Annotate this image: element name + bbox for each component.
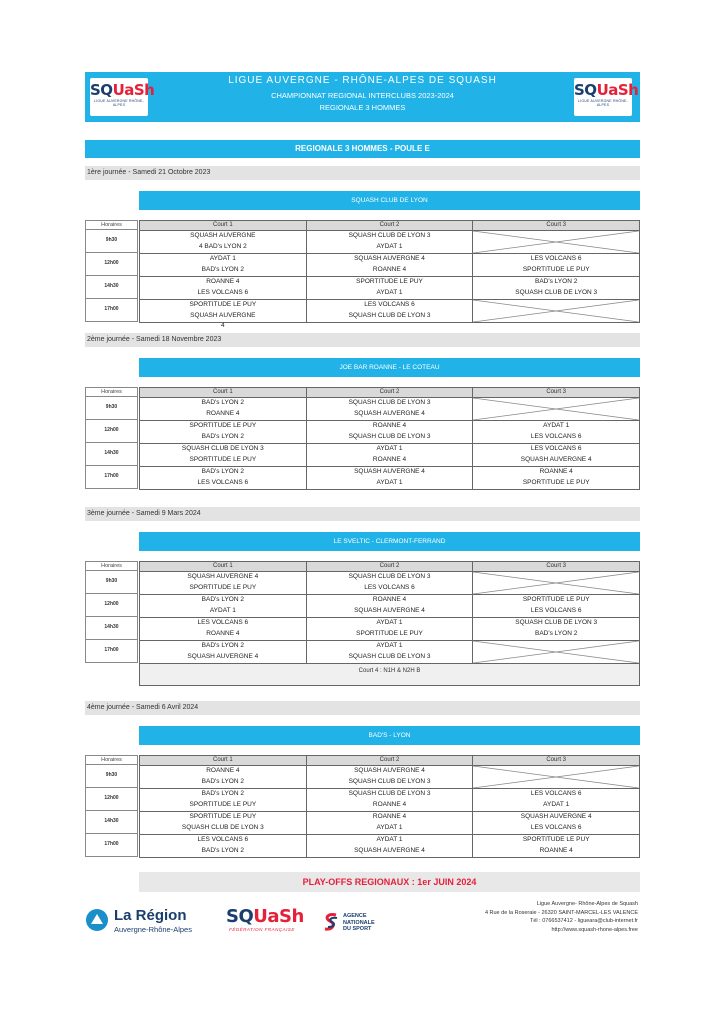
ans-logo: AGENCE NATIONALE DU SPORT (322, 912, 402, 936)
team-name: SQUASH CLUB DE LYON 3 (348, 573, 431, 580)
team-name: SQUASH CLUB DE LYON 3 (348, 790, 431, 797)
team-name: SPORTITUDE LE PUY (522, 836, 590, 843)
team-name: SQUASH CLUB DE LYON 3 (348, 399, 431, 406)
team-name: LES VOLCANS 6 (197, 288, 249, 296)
team-name: BAD's LYON 2 (201, 399, 244, 406)
region-icon (86, 909, 108, 931)
day-title: 1ère journée - Samedi 21 Octobre 2023 (85, 166, 640, 180)
venue-banner: SQUASH CLUB DE LYON (139, 191, 640, 210)
court-2-header: Court 2 (307, 562, 474, 571)
team-name: LES VOLCANS 6 (530, 823, 582, 831)
team-name: SQUASH CLUB DE LYON 3 (348, 311, 431, 319)
match-row (140, 253, 639, 276)
match-row (140, 640, 639, 663)
empty-court-cell (473, 398, 639, 420)
time-slot: 12h00 (85, 253, 138, 276)
team-name: BAD's LYON 2 (201, 846, 244, 854)
team-name: BAD's LYON 2 (201, 265, 244, 273)
time-slot: 12h00 (85, 788, 138, 811)
match-cell (140, 812, 307, 834)
team-name: SPORTITUDE LE PUY (522, 478, 590, 486)
match-row (140, 594, 639, 617)
region-logo: La Région Auvergne-Rhône-Alpes (86, 907, 206, 937)
courts-grid (139, 387, 640, 490)
team-name: BAD's LYON 2 (201, 596, 244, 603)
court-1-header: Court 1 (140, 562, 307, 571)
day-title: 4ème journée - Samedi 6 Avril 2024 (85, 701, 640, 715)
team-name: SQUASH CLUB DE LYON 3 (348, 652, 431, 660)
team-name: LES VOLCANS 6 (197, 478, 249, 486)
team-name: ROANNE 4 (372, 813, 407, 820)
court-note: Court 4 : N1H & N2H B (140, 663, 639, 685)
team-name: SPORTITUDE LE PUY (356, 629, 423, 637)
team-name: AYDAT 1 (543, 422, 570, 429)
match-cell (140, 254, 307, 276)
team-name: AYDAT 1 (209, 606, 236, 614)
ff-squash-logo: SQUaSh FÉDÉRATION FRANÇAISE (226, 906, 304, 932)
match-cell (307, 766, 474, 788)
match-cell (473, 789, 639, 811)
time-slot: 17h00 (85, 640, 138, 663)
team-name: SQUASH CLUB DE LYON 3 (181, 445, 264, 452)
team-name: AYDAT 1 (376, 619, 403, 626)
squash-league-logo-left: SQUaSh LIGUE AUVERGNE RHÔNE-ALPES (90, 78, 148, 116)
playoffs-banner: PLAY-OFFS REGIONAUX : 1er JUIN 2024 (139, 872, 640, 892)
team-name: ROANNE 4 (539, 846, 573, 854)
day-title: 3ème journée - Samedi 9 Mars 2024 (85, 507, 640, 521)
court-1-header: Court 1 (140, 388, 307, 397)
match-cell (307, 398, 474, 420)
contact-block (438, 900, 638, 934)
team-name: BAD's LYON 2 (201, 432, 244, 440)
match-row (140, 420, 639, 443)
team-name: ROANNE 4 (372, 455, 407, 463)
contact-line: Ligue Auvergne- Rhône-Alpes de Squash (536, 901, 638, 907)
match-cell (307, 467, 474, 489)
match-cell (307, 835, 474, 857)
day-title: 2ème journée - Samedi 18 Novembre 2023 (85, 333, 640, 347)
venue-banner: JOE BAR ROANNE - LE COTEAU (139, 358, 640, 377)
team-name: ROANNE 4 (206, 278, 240, 285)
team-name: ROANNE 4 (372, 265, 407, 273)
time-column (85, 755, 138, 857)
team-name: BAD's LYON 2 (535, 629, 578, 637)
team-name: BAD's LYON 2 (201, 790, 244, 797)
team-name: ROANNE 4 (206, 767, 240, 774)
team-name: SPORTITUDE LE PUY (189, 800, 257, 808)
team-name: AYDAT 1 (376, 823, 403, 831)
time-slot: 9h30 (85, 765, 138, 788)
empty-court-cell (473, 231, 639, 253)
team-name: LES VOLCANS 6 (197, 836, 249, 843)
time-slot: 17h00 (85, 299, 138, 322)
court-2-header: Court 2 (307, 388, 474, 397)
team-name: ROANNE 4 (206, 409, 240, 417)
team-name: SQUASH AUVERGNE 4 (520, 455, 592, 463)
championship-title: CHAMPIONNAT REGIONAL INTERCLUBS 2023-2024 (271, 91, 454, 100)
team-name: LES VOLCANS 6 (530, 790, 582, 797)
match-cell (307, 254, 474, 276)
courts-header (140, 755, 639, 765)
team-name: SPORTITUDE LE PUY (189, 583, 257, 591)
match-cell (307, 444, 474, 466)
match-row (140, 834, 639, 857)
team-name: 4 (221, 322, 225, 329)
team-name: AYDAT 1 (376, 445, 403, 452)
team-name: ROANNE 4 (372, 422, 407, 429)
court-2-header: Court 2 (307, 756, 474, 765)
match-cell (140, 595, 307, 617)
team-name: SPORTITUDE LE PUY (356, 278, 423, 285)
match-cell (140, 444, 307, 466)
courts-header (140, 220, 639, 230)
match-cell (307, 789, 474, 811)
match-cell (473, 444, 639, 466)
team-name: ROANNE 4 (372, 800, 407, 808)
match-cell (140, 835, 307, 857)
team-name: SPORTITUDE LE PUY (189, 422, 257, 429)
team-name: SQUASH CLUB DE LYON 3 (515, 619, 598, 626)
court-1-header: Court 1 (140, 756, 307, 765)
match-cell (140, 618, 307, 640)
match-cell (307, 812, 474, 834)
team-name: SQUASH AUVERGNE 4 (354, 468, 425, 475)
match-cell (473, 618, 639, 640)
team-name: AYDAT 1 (376, 836, 403, 843)
contact-line: Tél : 0766537412 - ligueara@club-internet.fr (529, 918, 638, 924)
match-cell (307, 618, 474, 640)
team-name: AYDAT 1 (376, 288, 403, 296)
courts-grid (139, 561, 640, 686)
team-name: LES VOLCANS 6 (530, 606, 582, 614)
team-name: ROANNE 4 (206, 629, 240, 637)
team-name: LES VOLCANS 6 (530, 445, 582, 452)
courts-header (140, 387, 639, 397)
match-cell (140, 421, 307, 443)
match-row (140, 299, 639, 329)
court-3-header: Court 3 (546, 389, 567, 395)
time-slot: 12h00 (85, 420, 138, 443)
match-cell (307, 300, 474, 322)
team-name: AYDAT 1 (376, 642, 403, 649)
league-title: LIGUE AUVERGNE - RHÔNE-ALPES DE SQUASH (228, 75, 497, 86)
match-cell (473, 421, 639, 443)
horaires-header: Horaires (85, 387, 138, 397)
team-name: SQUASH AUVERGNE 4 (187, 573, 259, 580)
team-name: SQUASH AUVERGNE 4 (354, 255, 425, 262)
team-name: ROANNE 4 (372, 596, 407, 603)
match-cell (307, 595, 474, 617)
court-2-header: Court 2 (307, 221, 474, 230)
match-row (140, 788, 639, 811)
match-cell (140, 766, 307, 788)
team-name: SPORTITUDE LE PUY (522, 265, 590, 273)
team-name: LES VOLCANS 6 (530, 432, 582, 440)
match-cell (140, 300, 307, 329)
courts-grid (139, 755, 640, 858)
time-slot: 14h30 (85, 617, 138, 640)
match-cell (473, 254, 639, 276)
match-cell (140, 277, 307, 299)
match-row (140, 811, 639, 834)
match-cell (307, 277, 474, 299)
team-name: SQUASH CLUB DE LYON 3 (348, 432, 431, 440)
team-name: SPORTITUDE LE PUY (522, 596, 590, 603)
match-row (140, 443, 639, 466)
match-row (140, 397, 639, 420)
time-slot: 12h00 (85, 594, 138, 617)
team-name: SQUASH CLUB DE LYON 3 (348, 232, 431, 239)
match-cell (140, 231, 307, 253)
team-name: AYDAT 1 (376, 242, 403, 250)
court-1-header: Court 1 (140, 221, 307, 230)
contact-link[interactable]: http://www.squash-rhone-alpes.free (551, 926, 638, 933)
time-slot: 17h00 (85, 466, 138, 489)
match-cell (473, 277, 639, 299)
court-3-header: Court 3 (546, 222, 567, 228)
team-name: SQUASH CLUB DE LYON 3 (181, 823, 264, 831)
squash-league-logo-right: SQUaSh LIGUE AUVERGNE RHÔNE-ALPES (574, 78, 632, 116)
match-cell (473, 812, 639, 834)
time-slot: 9h30 (85, 397, 138, 420)
team-name: SQUASH AUVERGNE 4 (520, 813, 592, 820)
time-column (85, 387, 138, 489)
match-cell (307, 572, 474, 594)
match-cell (140, 467, 307, 489)
time-slot: 17h00 (85, 834, 138, 857)
contact-line: 4 Rue de la Roseraie - 26320 SAINT-MARCEL-LES VALENCE (484, 909, 638, 916)
empty-court-cell (473, 766, 639, 788)
match-cell (307, 421, 474, 443)
empty-court-cell (473, 641, 639, 663)
team-name: LES VOLCANS 6 (364, 301, 415, 308)
team-name: AYDAT 1 (209, 255, 236, 262)
team-name: 4 BAD's LYON 2 (198, 242, 247, 250)
team-name: LES VOLCANS 6 (364, 583, 415, 591)
header-banner (85, 72, 640, 122)
match-row (140, 765, 639, 788)
match-cell (140, 789, 307, 811)
empty-court-cell (473, 300, 639, 322)
team-name: AYDAT 1 (376, 478, 403, 486)
team-name: SQUASH AUVERGNE 4 (354, 409, 425, 417)
empty-court-cell (473, 572, 639, 594)
team-name: SQUASH AUVERGNE 4 (354, 767, 425, 774)
team-name: SQUASH AUVERGNE 4 (354, 606, 425, 614)
match-row (140, 276, 639, 299)
match-row (140, 230, 639, 253)
match-row (140, 571, 639, 594)
courts-header (140, 561, 639, 571)
match-row (140, 617, 639, 640)
match-cell (140, 641, 307, 663)
team-name: BAD's LYON 2 (201, 642, 244, 649)
division-title: REGIONALE 3 HOMMES (319, 103, 406, 112)
team-name: SPORTITUDE LE PUY (189, 813, 257, 820)
team-name: LES VOLCANS 6 (197, 619, 249, 626)
team-name: SQUASH CLUB DE LYON 3 (348, 777, 431, 785)
ans-icon (322, 912, 340, 932)
team-name: SQUASH AUVERGNE 4 (187, 652, 259, 660)
match-cell (307, 641, 474, 663)
venue-banner: LE SVELTIC - CLERMONT-FERRAND (139, 532, 640, 551)
venue-banner: BAD'S - LYON (139, 726, 640, 745)
team-name: SPORTITUDE LE PUY (189, 301, 257, 308)
poule-title: REGIONALE 3 HOMMES - POULE E (85, 140, 640, 158)
team-name: SQUASH AUVERGNE (190, 232, 256, 239)
courts-grid (139, 220, 640, 329)
time-slot: 14h30 (85, 811, 138, 834)
match-cell (307, 231, 474, 253)
horaires-header: Horaires (85, 755, 138, 765)
team-name: SQUASH AUVERGNE (190, 311, 256, 319)
match-cell (473, 835, 639, 857)
time-slot: 9h30 (85, 230, 138, 253)
team-name: SQUASH AUVERGNE 4 (354, 846, 425, 854)
team-name: AYDAT 1 (543, 800, 570, 808)
team-name: SPORTITUDE LE PUY (189, 455, 257, 463)
court-3-header: Court 3 (546, 563, 567, 569)
court-3-header: Court 3 (546, 757, 567, 763)
team-name: LES VOLCANS 6 (530, 255, 582, 262)
time-slot: 14h30 (85, 443, 138, 466)
match-cell (140, 398, 307, 420)
time-column (85, 220, 138, 322)
match-cell (140, 572, 307, 594)
match-cell (473, 595, 639, 617)
match-row (140, 466, 639, 489)
team-name: BAD's LYON 2 (201, 777, 244, 785)
time-column (85, 561, 138, 663)
team-name: BAD's LYON 2 (535, 278, 578, 285)
team-name: SQUASH CLUB DE LYON 3 (515, 288, 598, 296)
time-slot: 9h30 (85, 571, 138, 594)
horaires-header: Horaires (85, 561, 138, 571)
match-cell (473, 467, 639, 489)
time-slot: 14h30 (85, 276, 138, 299)
team-name: ROANNE 4 (539, 468, 573, 475)
team-name: BAD's LYON 2 (201, 468, 244, 475)
horaires-header: Horaires (85, 220, 138, 230)
